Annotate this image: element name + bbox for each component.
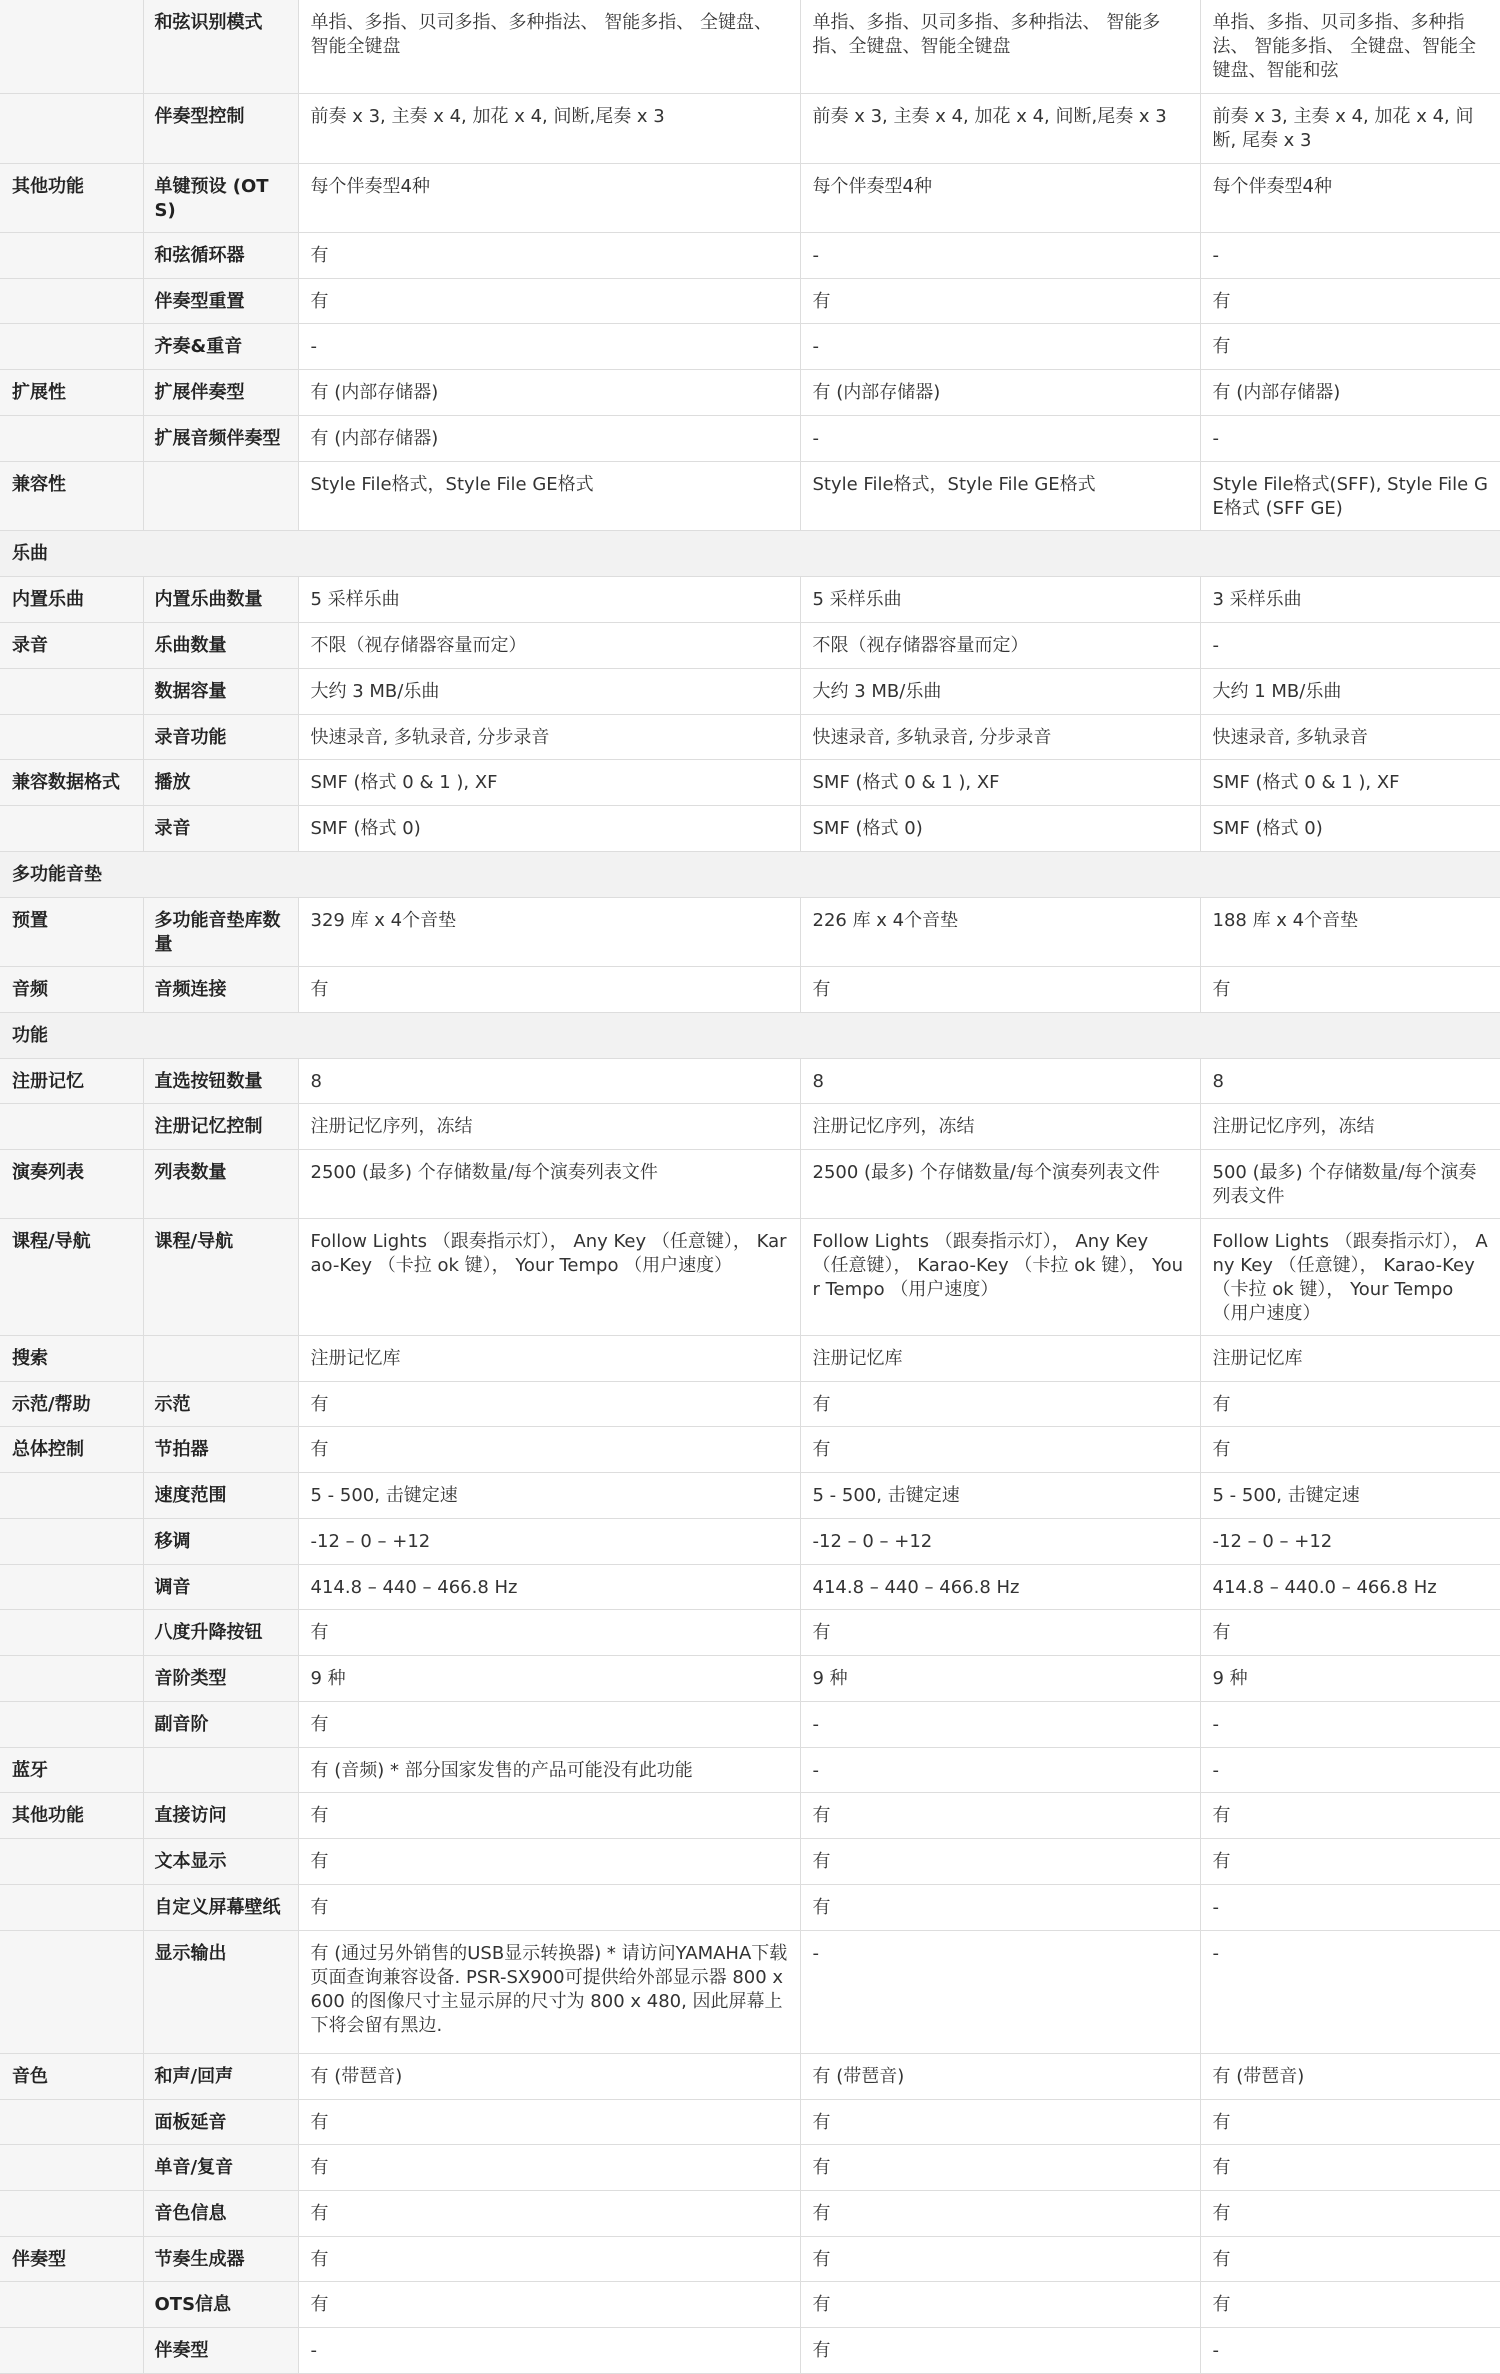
model-value-cell-1: 大约 3 MB/乐曲 xyxy=(298,668,800,714)
category-cell: 兼容数据格式 xyxy=(0,759,143,805)
category-cell: 演奏列表 xyxy=(0,1149,143,1218)
model-value-cell-3: SMF (格式 0 & 1 ), XF xyxy=(1200,759,1500,805)
model-value-cell-2: 单指、多指、贝司多指、多种指法、 智能多指、全键盘、智能全键盘 xyxy=(800,0,1200,93)
model-value-cell-2: 不限（视存储器容量而定） xyxy=(800,622,1200,668)
model-value-cell-3: 快速录音, 多轨录音 xyxy=(1200,714,1500,759)
model-value-cell-2: 大约 3 MB/乐曲 xyxy=(800,668,1200,714)
spec-row xyxy=(0,2144,1500,2190)
spec-row xyxy=(0,759,1500,805)
spec-row xyxy=(0,2236,1500,2281)
model-value-cell-2: - xyxy=(800,415,1200,461)
model-value-cell-2: 有 xyxy=(800,2327,1200,2373)
feature-cell: 直接访问 xyxy=(143,1792,298,1838)
model-value-cell-3: -12 – 0 – +12 xyxy=(1200,1518,1500,1564)
model-value-cell-2: 有 xyxy=(800,2144,1200,2190)
spec-row xyxy=(0,1655,1500,1701)
model-value-cell-1: 有 (内部存储器) xyxy=(298,369,800,415)
model-value-cell-3: 有 (内部存储器) xyxy=(1200,369,1500,415)
feature-cell: 显示输出 xyxy=(143,1930,298,2053)
model-value-cell-3: 单指、多指、贝司多指、多种指法、 智能多指、 全键盘、智能全键盘、智能和弦 xyxy=(1200,0,1500,93)
category-cell: 蓝牙 xyxy=(0,1747,143,1792)
spec-row xyxy=(0,622,1500,668)
spec-row xyxy=(0,2327,1500,2373)
section-title: 多功能音垫 xyxy=(0,851,1500,897)
feature-cell xyxy=(143,1747,298,1792)
model-value-cell-2: 有 xyxy=(800,1426,1200,1472)
category-cell xyxy=(0,714,143,759)
spec-row xyxy=(0,2281,1500,2327)
model-value-cell-2: 前奏 x 3, 主奏 x 4, 加花 x 4, 间断,尾奏 x 3 xyxy=(800,93,1200,163)
feature-cell: 节拍器 xyxy=(143,1426,298,1472)
model-value-cell-2: 有 xyxy=(800,1838,1200,1884)
category-cell: 扩展性 xyxy=(0,369,143,415)
category-cell: 总体控制 xyxy=(0,1426,143,1472)
spec-row xyxy=(0,1518,1500,1564)
feature-cell: 齐奏&重音 xyxy=(143,323,298,369)
category-cell xyxy=(0,1838,143,1884)
feature-cell: 播放 xyxy=(143,759,298,805)
feature-cell: 直选按钮数量 xyxy=(143,1058,298,1103)
feature-cell: 扩展音频伴奏型 xyxy=(143,415,298,461)
feature-cell: 副音阶 xyxy=(143,1701,298,1747)
model-value-cell-3: 每个伴奏型4种 xyxy=(1200,163,1500,232)
model-value-cell-1: 8 xyxy=(298,1058,800,1103)
category-cell: 预置 xyxy=(0,897,143,966)
model-value-cell-3: - xyxy=(1200,2327,1500,2373)
feature-cell: 音阶类型 xyxy=(143,1655,298,1701)
model-value-cell-1: - xyxy=(298,323,800,369)
spec-row xyxy=(0,163,1500,232)
feature-cell: 课程/导航 xyxy=(143,1218,298,1335)
model-value-cell-3: 414.8 – 440.0 – 466.8 Hz xyxy=(1200,1564,1500,1609)
model-value-cell-2: 5 - 500, 击键定速 xyxy=(800,1472,1200,1518)
section-header-row xyxy=(0,1012,1500,1058)
model-value-cell-2: 有 xyxy=(800,278,1200,323)
model-value-cell-3: - xyxy=(1200,1884,1500,1930)
model-value-cell-3: 有 xyxy=(1200,1792,1500,1838)
category-cell: 音色 xyxy=(0,2053,143,2099)
model-value-cell-1: 329 库 x 4个音垫 xyxy=(298,897,800,966)
feature-cell: 单音/复音 xyxy=(143,2144,298,2190)
model-value-cell-2: Follow Lights （跟奏指示灯）， Any Key （任意键）， Karao-Key （卡拉 ok 键）， Your Tempo （用户速度） xyxy=(800,1218,1200,1335)
feature-cell: 多功能音垫库数量 xyxy=(143,897,298,966)
category-cell: 伴奏型 xyxy=(0,2236,143,2281)
spec-row xyxy=(0,805,1500,851)
category-cell: 内置乐曲 xyxy=(0,576,143,622)
spec-row xyxy=(0,1747,1500,1792)
model-value-cell-2: 414.8 – 440 – 466.8 Hz xyxy=(800,1564,1200,1609)
model-value-cell-3: 有 xyxy=(1200,2236,1500,2281)
model-value-cell-2: 快速录音, 多轨录音, 分步录音 xyxy=(800,714,1200,759)
model-value-cell-3: - xyxy=(1200,415,1500,461)
feature-cell: 文本显示 xyxy=(143,1838,298,1884)
spec-row xyxy=(0,576,1500,622)
category-cell xyxy=(0,668,143,714)
feature-cell: 注册记忆控制 xyxy=(143,1103,298,1149)
spec-row xyxy=(0,323,1500,369)
feature-cell: 伴奏型控制 xyxy=(143,93,298,163)
model-value-cell-3: 有 xyxy=(1200,1838,1500,1884)
spec-row xyxy=(0,1103,1500,1149)
category-cell xyxy=(0,2144,143,2190)
model-value-cell-3: Style File格式(SFF), Style File GE格式 (SFF GE) xyxy=(1200,461,1500,530)
model-value-cell-1: 有 (内部存储器) xyxy=(298,415,800,461)
model-value-cell-3: SMF (格式 0) xyxy=(1200,805,1500,851)
model-value-cell-2: SMF (格式 0) xyxy=(800,805,1200,851)
model-value-cell-3: 有 (带琶音) xyxy=(1200,2053,1500,2099)
model-value-cell-3: - xyxy=(1200,1747,1500,1792)
model-value-cell-2: 每个伴奏型4种 xyxy=(800,163,1200,232)
model-value-cell-2: Style File格式，Style File GE格式 xyxy=(800,461,1200,530)
spec-row xyxy=(0,1838,1500,1884)
model-value-cell-1: 有 xyxy=(298,966,800,1012)
feature-cell: 面板延音 xyxy=(143,2099,298,2144)
model-value-cell-2: - xyxy=(800,1747,1200,1792)
category-cell: 录音 xyxy=(0,622,143,668)
spec-row xyxy=(0,1609,1500,1655)
model-value-cell-1: 不限（视存储器容量而定） xyxy=(298,622,800,668)
model-value-cell-1: 有 xyxy=(298,1609,800,1655)
feature-cell xyxy=(143,1335,298,1381)
spec-row xyxy=(0,1564,1500,1609)
model-value-cell-1: SMF (格式 0 & 1 ), XF xyxy=(298,759,800,805)
feature-cell: 伴奏型重置 xyxy=(143,278,298,323)
model-value-cell-3: Follow Lights （跟奏指示灯）， Any Key （任意键）， Karao-Key （卡拉 ok 键）， Your Tempo （用户速度） xyxy=(1200,1218,1500,1335)
model-value-cell-2: 9 种 xyxy=(800,1655,1200,1701)
category-cell xyxy=(0,1103,143,1149)
feature-cell: 数据容量 xyxy=(143,668,298,714)
category-cell xyxy=(0,1930,143,2053)
spec-row xyxy=(0,1426,1500,1472)
category-cell: 其他功能 xyxy=(0,163,143,232)
model-value-cell-3: 有 xyxy=(1200,2144,1500,2190)
spec-row xyxy=(0,714,1500,759)
feature-cell: 录音功能 xyxy=(143,714,298,759)
spec-row xyxy=(0,1058,1500,1103)
category-cell xyxy=(0,1518,143,1564)
category-cell xyxy=(0,232,143,278)
spec-row xyxy=(0,2099,1500,2144)
feature-cell: 自定义屏幕壁纸 xyxy=(143,1884,298,1930)
spec-row xyxy=(0,1884,1500,1930)
model-value-cell-3: 有 xyxy=(1200,323,1500,369)
feature-cell: OTS信息 xyxy=(143,2281,298,2327)
model-value-cell-1: 有 xyxy=(298,2236,800,2281)
model-value-cell-2: 注册记忆库 xyxy=(800,1335,1200,1381)
spec-row xyxy=(0,278,1500,323)
model-value-cell-1: 每个伴奏型4种 xyxy=(298,163,800,232)
model-value-cell-3: - xyxy=(1200,1930,1500,2053)
feature-cell: 移调 xyxy=(143,1518,298,1564)
category-cell xyxy=(0,415,143,461)
model-value-cell-1: 注册记忆序列，冻结 xyxy=(298,1103,800,1149)
category-cell xyxy=(0,1701,143,1747)
category-cell xyxy=(0,1655,143,1701)
section-header-row xyxy=(0,530,1500,576)
spec-row xyxy=(0,1381,1500,1426)
feature-cell: 和弦循环器 xyxy=(143,232,298,278)
category-cell: 注册记忆 xyxy=(0,1058,143,1103)
spec-row xyxy=(0,1701,1500,1747)
category-cell xyxy=(0,2281,143,2327)
spec-row xyxy=(0,0,1500,93)
model-value-cell-1: 有 xyxy=(298,1792,800,1838)
spec-row xyxy=(0,1930,1500,2053)
model-value-cell-3: 8 xyxy=(1200,1058,1500,1103)
category-cell xyxy=(0,0,143,93)
feature-cell: 和弦识别模式 xyxy=(143,0,298,93)
model-value-cell-2: 注册记忆序列，冻结 xyxy=(800,1103,1200,1149)
feature-cell: 扩展伴奏型 xyxy=(143,369,298,415)
spec-row xyxy=(0,369,1500,415)
feature-cell: 八度升降按钮 xyxy=(143,1609,298,1655)
model-value-cell-1: 有 xyxy=(298,278,800,323)
model-value-cell-2: -12 – 0 – +12 xyxy=(800,1518,1200,1564)
section-title: 乐曲 xyxy=(0,530,1500,576)
category-cell: 兼容性 xyxy=(0,461,143,530)
model-value-cell-2: 有 (内部存储器) xyxy=(800,369,1200,415)
model-value-cell-3: 有 xyxy=(1200,2190,1500,2236)
category-cell xyxy=(0,2327,143,2373)
section-header-row xyxy=(0,851,1500,897)
model-value-cell-2: 有 xyxy=(800,2099,1200,2144)
model-value-cell-3: 有 xyxy=(1200,2281,1500,2327)
model-value-cell-3: 有 xyxy=(1200,966,1500,1012)
model-value-cell-3: 有 xyxy=(1200,278,1500,323)
feature-cell: 速度范围 xyxy=(143,1472,298,1518)
feature-cell: 录音 xyxy=(143,805,298,851)
model-value-cell-3: 188 库 x 4个音垫 xyxy=(1200,897,1500,966)
feature-cell: 和声/回声 xyxy=(143,2053,298,2099)
model-value-cell-1: 5 - 500, 击键定速 xyxy=(298,1472,800,1518)
feature-cell: 列表数量 xyxy=(143,1149,298,1218)
model-value-cell-1: 有 xyxy=(298,1884,800,1930)
category-cell xyxy=(0,2190,143,2236)
category-cell: 其他功能 xyxy=(0,1792,143,1838)
feature-cell xyxy=(143,461,298,530)
model-value-cell-1: 单指、多指、贝司多指、多种指法、 智能多指、 全键盘、智能全键盘 xyxy=(298,0,800,93)
model-value-cell-1: - xyxy=(298,2327,800,2373)
model-value-cell-1: SMF (格式 0) xyxy=(298,805,800,851)
model-value-cell-1: 快速录音, 多轨录音, 分步录音 xyxy=(298,714,800,759)
model-value-cell-3: 注册记忆序列，冻结 xyxy=(1200,1103,1500,1149)
model-value-cell-2: 2500 (最多) 个存储数量/每个演奏列表文件 xyxy=(800,1149,1200,1218)
model-value-cell-3: 9 种 xyxy=(1200,1655,1500,1701)
model-value-cell-2: 有 xyxy=(800,1609,1200,1655)
category-cell: 搜索 xyxy=(0,1335,143,1381)
feature-cell: 单键预设 (OTS) xyxy=(143,163,298,232)
model-value-cell-3: 注册记忆库 xyxy=(1200,1335,1500,1381)
model-value-cell-1: 前奏 x 3, 主奏 x 4, 加花 x 4, 间断,尾奏 x 3 xyxy=(298,93,800,163)
model-value-cell-3: 前奏 x 3, 主奏 x 4, 加花 x 4, 间断, 尾奏 x 3 xyxy=(1200,93,1500,163)
spec-row xyxy=(0,93,1500,163)
feature-cell: 节奏生成器 xyxy=(143,2236,298,2281)
model-value-cell-2: 有 xyxy=(800,966,1200,1012)
spec-row xyxy=(0,1149,1500,1218)
feature-cell: 音色信息 xyxy=(143,2190,298,2236)
model-value-cell-1: 9 种 xyxy=(298,1655,800,1701)
feature-cell: 内置乐曲数量 xyxy=(143,576,298,622)
spec-row xyxy=(0,668,1500,714)
feature-cell: 乐曲数量 xyxy=(143,622,298,668)
model-value-cell-2: 有 xyxy=(800,2281,1200,2327)
model-value-cell-1: 414.8 – 440 – 466.8 Hz xyxy=(298,1564,800,1609)
model-value-cell-3: - xyxy=(1200,232,1500,278)
category-cell xyxy=(0,278,143,323)
model-value-cell-2: 有 xyxy=(800,1381,1200,1426)
spec-row xyxy=(0,232,1500,278)
model-value-cell-1: 有 xyxy=(298,1426,800,1472)
model-value-cell-3: - xyxy=(1200,622,1500,668)
model-value-cell-1: 2500 (最多) 个存储数量/每个演奏列表文件 xyxy=(298,1149,800,1218)
model-value-cell-1: -12 – 0 – +12 xyxy=(298,1518,800,1564)
model-value-cell-3: 有 xyxy=(1200,1381,1500,1426)
category-cell xyxy=(0,805,143,851)
model-value-cell-1: 有 xyxy=(298,1701,800,1747)
category-cell: 示范/帮助 xyxy=(0,1381,143,1426)
model-value-cell-1: 有 xyxy=(298,2144,800,2190)
model-value-cell-2: - xyxy=(800,232,1200,278)
spec-row xyxy=(0,1792,1500,1838)
model-value-cell-2: SMF (格式 0 & 1 ), XF xyxy=(800,759,1200,805)
model-value-cell-2: 有 xyxy=(800,2236,1200,2281)
spec-row xyxy=(0,897,1500,966)
model-value-cell-1: 有 xyxy=(298,2099,800,2144)
model-value-cell-1: 有 (通过另外销售的USB显示转换器) * 请访问YAMAHA下载页面查询兼容设备. PSR-SX900可提供给外部显示器 800 x 600 的图像尺寸主显示屏的尺寸为 800 x 480, 因此屏幕上下将会留有黑边. xyxy=(298,1930,800,2053)
model-value-cell-3: 3 采样乐曲 xyxy=(1200,576,1500,622)
spec-row xyxy=(0,1218,1500,1335)
model-value-cell-1: Style File格式，Style File GE格式 xyxy=(298,461,800,530)
model-value-cell-2: 有 xyxy=(800,1792,1200,1838)
model-value-cell-2: - xyxy=(800,323,1200,369)
model-value-cell-1: 有 xyxy=(298,1838,800,1884)
model-value-cell-2: 226 库 x 4个音垫 xyxy=(800,897,1200,966)
spec-row xyxy=(0,1472,1500,1518)
model-value-cell-1: 注册记忆库 xyxy=(298,1335,800,1381)
model-value-cell-2: 有 xyxy=(800,1884,1200,1930)
model-value-cell-1: 有 xyxy=(298,232,800,278)
category-cell xyxy=(0,93,143,163)
model-value-cell-1: 有 xyxy=(298,2281,800,2327)
category-cell xyxy=(0,1884,143,1930)
model-value-cell-2: 8 xyxy=(800,1058,1200,1103)
feature-cell: 示范 xyxy=(143,1381,298,1426)
model-value-cell-2: 有 xyxy=(800,2190,1200,2236)
model-value-cell-3: 5 - 500, 击键定速 xyxy=(1200,1472,1500,1518)
category-cell xyxy=(0,1472,143,1518)
model-value-cell-3: 500 (最多) 个存储数量/每个演奏列表文件 xyxy=(1200,1149,1500,1218)
spec-row xyxy=(0,966,1500,1012)
spec-row xyxy=(0,2190,1500,2236)
feature-cell: 伴奏型 xyxy=(143,2327,298,2373)
model-value-cell-1: 5 采样乐曲 xyxy=(298,576,800,622)
model-value-cell-1: 有 xyxy=(298,2190,800,2236)
category-cell xyxy=(0,2099,143,2144)
model-value-cell-1: 有 xyxy=(298,1381,800,1426)
category-cell xyxy=(0,1564,143,1609)
model-value-cell-3: 有 xyxy=(1200,1426,1500,1472)
model-value-cell-3: 有 xyxy=(1200,2099,1500,2144)
spec-row xyxy=(0,461,1500,530)
spec-row xyxy=(0,415,1500,461)
model-value-cell-1: 有 (音频) * 部分国家发售的产品可能没有此功能 xyxy=(298,1747,800,1792)
model-value-cell-2: - xyxy=(800,1701,1200,1747)
model-value-cell-1: 有 (带琶音) xyxy=(298,2053,800,2099)
model-value-cell-3: 有 xyxy=(1200,1609,1500,1655)
model-value-cell-3: 大约 1 MB/乐曲 xyxy=(1200,668,1500,714)
category-cell xyxy=(0,323,143,369)
section-title: 功能 xyxy=(0,1012,1500,1058)
category-cell: 课程/导航 xyxy=(0,1218,143,1335)
category-cell xyxy=(0,1609,143,1655)
feature-cell: 音频连接 xyxy=(143,966,298,1012)
model-value-cell-2: - xyxy=(800,1930,1200,2053)
model-value-cell-3: - xyxy=(1200,1701,1500,1747)
spec-row xyxy=(0,2053,1500,2099)
model-value-cell-2: 5 采样乐曲 xyxy=(800,576,1200,622)
model-value-cell-2: 有 (带琶音) xyxy=(800,2053,1200,2099)
model-value-cell-1: Follow Lights （跟奏指示灯）， Any Key （任意键）， Karao-Key （卡拉 ok 键）， Your Tempo （用户速度） xyxy=(298,1218,800,1335)
feature-cell: 调音 xyxy=(143,1564,298,1609)
spec-row xyxy=(0,1335,1500,1381)
category-cell: 音频 xyxy=(0,966,143,1012)
